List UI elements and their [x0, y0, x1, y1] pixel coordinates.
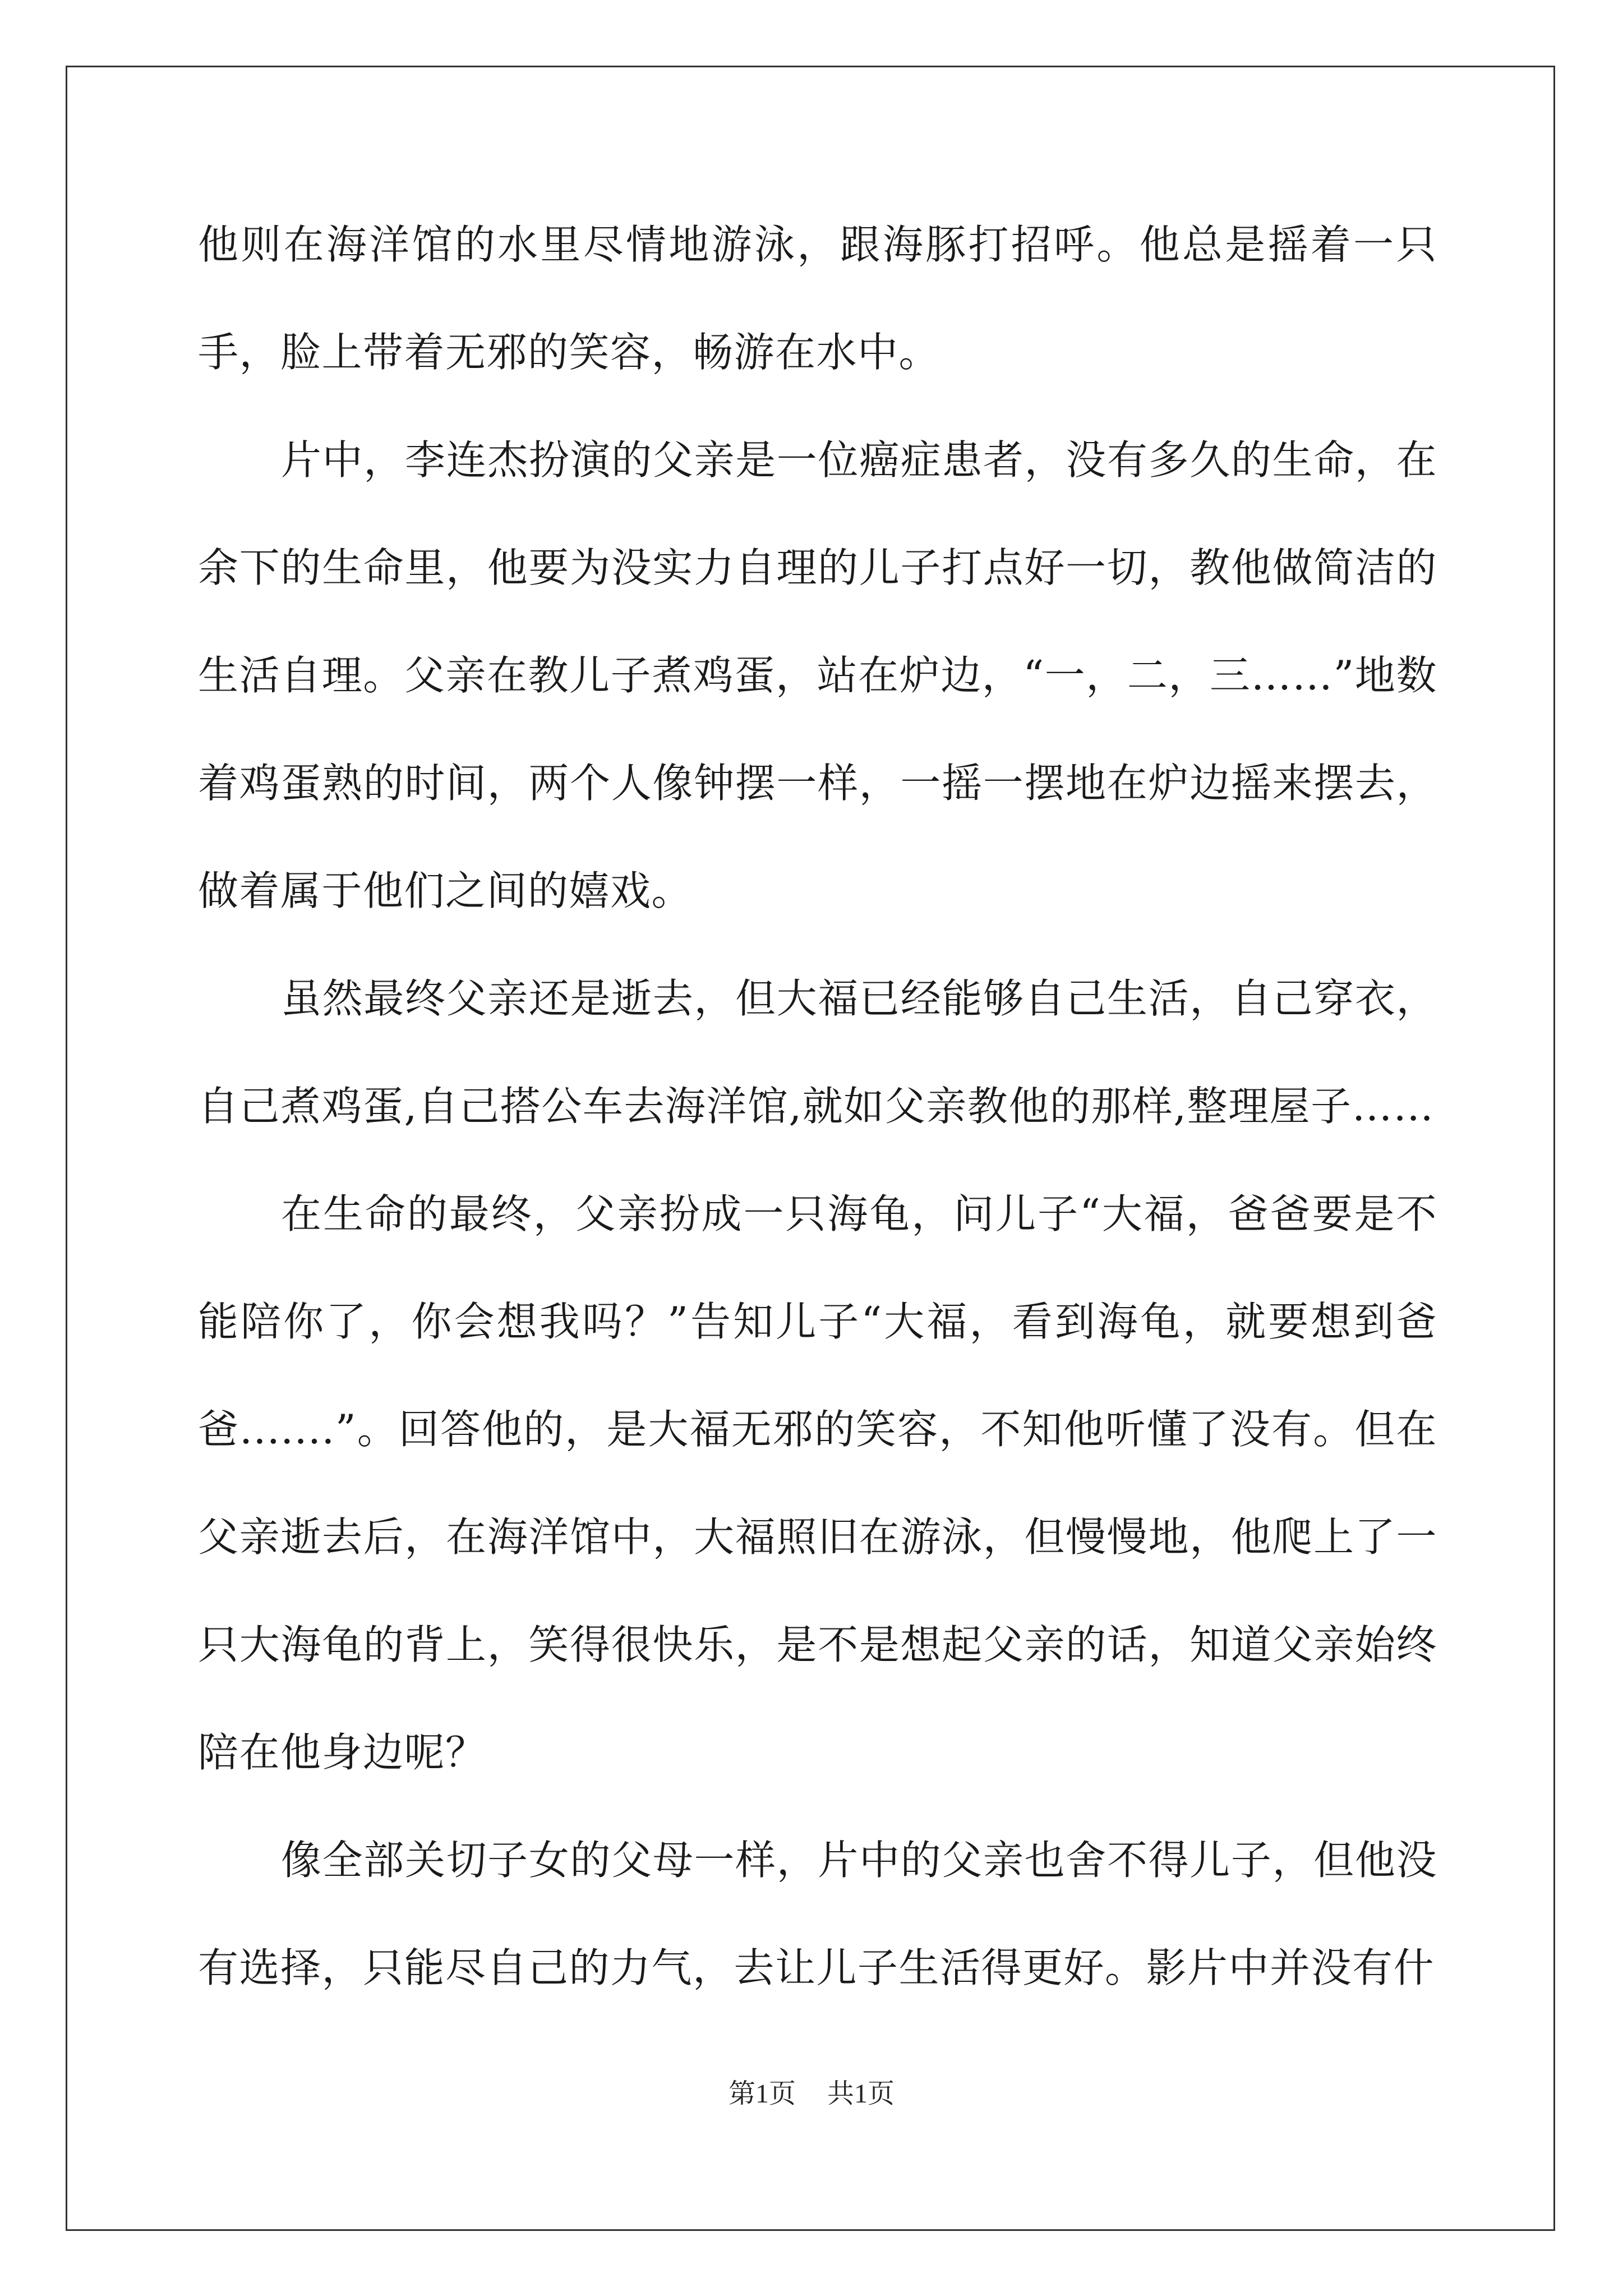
paragraph-father-passes: 虽然最终父亲还是逝去，但大福已经能够自己生活，自己穿衣，自己煮鸡蛋,自己搭公车去海洋馆,就如父亲教他的那样,整理屋子…… [198, 975, 1437, 1130]
paragraph-father-cancer: 片中，李连杰扮演的父亲是一位癌症患者，没有多久的生命，在余下的生命里，他要为没实力自理的儿子打点好一切，教他做简洁的生活自理。父亲在教儿子煮鸡蛋，站在炉边，“一，二，三……”地数着鸡蛋熟的时间，两个人像钟摆一样，一摇一摆地在炉边摇来摆去，做着属于他们之间的嬉戏。 [198, 436, 1437, 914]
paragraph-continuation: 他则在海洋馆的水里尽情地游泳，跟海豚打招呼。他总是摇着一只手，脸上带着无邪的笑容，畅游在水中。 [198, 221, 1437, 376]
page-total: 共1页 [827, 2079, 895, 2109]
page-footer [0, 2072, 1623, 2110]
paragraph-parents-love: 像全部关切子女的父母一样，片中的父亲也舍不得儿子，但他没有选择，只能尽自己的力气，去让儿子生活得更好。影片中并没有什 [198, 1837, 1437, 1991]
document-body [198, 191, 1437, 2022]
paragraph-sea-turtle: 在生命的最终，父亲扮成一只海龟，问儿子“大福，爸爸要是不能陪你了，你会想我吗？”告知儿子“大福，看到海龟，就要想到爸爸.......”。回答他的，是大福无邪的笑容，不知他听懂了没有。但在父亲逝去后，在海洋馆中，大福照旧在游泳，但慢慢地，他爬上了一只大海龟的背上，笑得很快乐，是不是想起父亲的话，知道父亲始终陪在他身边呢？ [198, 1190, 1437, 1776]
page-number: 第1页 [728, 2079, 796, 2109]
